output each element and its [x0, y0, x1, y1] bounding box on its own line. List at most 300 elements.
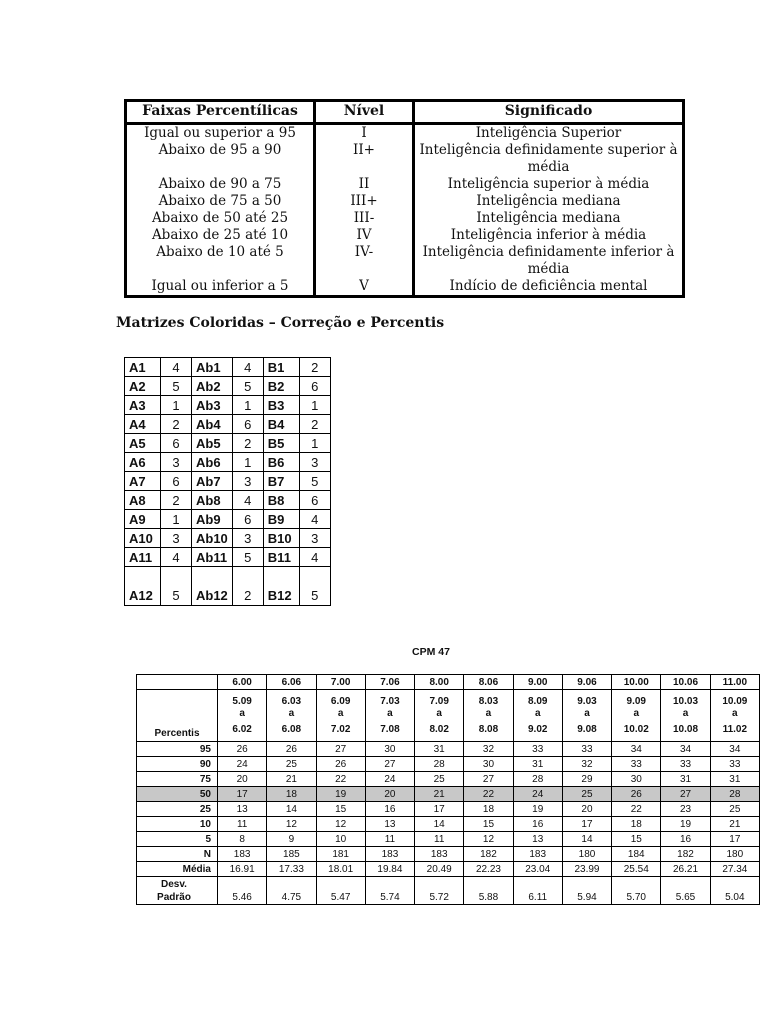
age-header: 10.06 [661, 675, 710, 690]
age-range-part: 10.09 [722, 695, 748, 707]
table-row [137, 802, 760, 817]
item-code: A7 [125, 472, 161, 491]
table-cell: 13 [513, 832, 562, 847]
table-cell: 183 [415, 847, 464, 862]
table-cell: 21 [267, 772, 316, 787]
table-cell: 26 [316, 757, 365, 772]
table-cell: 9 [267, 832, 316, 847]
table-cell: 5.88 [464, 877, 513, 905]
item-code: A2 [125, 377, 161, 396]
percentis-label: Percentis [137, 690, 218, 742]
table-cell: Inteligência definidamente superior à média [414, 142, 684, 176]
table-cell: 28 [415, 757, 464, 772]
row-label: N [137, 847, 218, 862]
table-cell: 33 [710, 757, 759, 772]
item-answer: 1 [232, 396, 263, 415]
table-row [137, 742, 760, 757]
item-code: A1 [125, 358, 161, 377]
item-code: A4 [125, 415, 161, 434]
age-header: 9.00 [513, 675, 562, 690]
item-code: B5 [263, 434, 299, 453]
table-row [126, 210, 684, 227]
age-header: 8.00 [415, 675, 464, 690]
item-code: B4 [263, 415, 299, 434]
item-answer: 1 [299, 396, 330, 415]
table-row [126, 244, 684, 278]
table-cell: 182 [661, 847, 710, 862]
item-code: Ab6 [192, 453, 233, 472]
age-range [513, 690, 562, 742]
row-label: Média [137, 862, 218, 877]
item-code: Ab11 [192, 548, 233, 567]
age-range-part: 10.08 [673, 723, 699, 735]
table-cell: 5.47 [316, 877, 365, 905]
table-cell: 20 [365, 787, 414, 802]
table-cell: 15 [464, 817, 513, 832]
age-header: 6.00 [218, 675, 267, 690]
item-code: Ab1 [192, 358, 233, 377]
item-code: A5 [125, 434, 161, 453]
table-cell: 184 [612, 847, 661, 862]
age-header: 7.00 [316, 675, 365, 690]
table-cell: 18 [267, 787, 316, 802]
table-cell: 17 [218, 787, 267, 802]
table-cell: 21 [415, 787, 464, 802]
item-code: Ab10 [192, 529, 233, 548]
table-cell: 27 [365, 757, 414, 772]
item-code: Ab2 [192, 377, 233, 396]
age-range-part: 6.02 [232, 723, 252, 735]
table-cell: 21 [710, 817, 759, 832]
row-label-part: Padrão [157, 892, 191, 903]
item-answer: 3 [299, 453, 330, 472]
table-cell: 22 [464, 787, 513, 802]
table-cell: 5.46 [218, 877, 267, 905]
table-cell: 8 [218, 832, 267, 847]
table-cell: 19 [661, 817, 710, 832]
table-cell: 5.65 [661, 877, 710, 905]
item-answer: 4 [299, 510, 330, 529]
age-range [612, 690, 661, 742]
table-cell: 5.04 [710, 877, 759, 905]
table-cell: 22.23 [464, 862, 513, 877]
table-row [125, 472, 331, 491]
age-range-part: 6.09 [330, 695, 351, 707]
table-cell: 27 [464, 772, 513, 787]
item-answer: 6 [232, 510, 263, 529]
item-answer: 5 [161, 567, 192, 606]
item-answer: 4 [232, 358, 263, 377]
item-answer: 5 [232, 377, 263, 396]
age-range-part: 7.02 [330, 723, 351, 735]
item-code: Ab8 [192, 491, 233, 510]
table-cell: 27 [316, 742, 365, 757]
age-header-row [137, 675, 760, 690]
age-range-part: 8.08 [478, 723, 499, 735]
table-cell: 17.33 [267, 862, 316, 877]
percentile-levels-table [124, 99, 685, 298]
table-cell: 24 [218, 757, 267, 772]
table-row [137, 757, 760, 772]
table-cell: 25.54 [612, 862, 661, 877]
table-cell: II [315, 176, 414, 193]
table-row [125, 434, 331, 453]
table-cell: 31 [710, 772, 759, 787]
table-cell: IV [315, 227, 414, 244]
age-range [710, 690, 759, 742]
section-title: Matrizes Coloridas – Correção e Percentis [116, 315, 445, 331]
table-cell: 6.11 [513, 877, 562, 905]
table-cell: 33 [513, 742, 562, 757]
table-cell: 180 [710, 847, 759, 862]
table-cell: I [315, 124, 414, 143]
table-cell: 34 [661, 742, 710, 757]
table-cell: 5.72 [415, 877, 464, 905]
age-range-part: 8.02 [429, 723, 449, 735]
table-cell: 33 [661, 757, 710, 772]
item-answer: 3 [161, 529, 192, 548]
table-cell: 26 [218, 742, 267, 757]
table-cell: Abaixo de 10 até 5 [156, 244, 284, 260]
column-header: Nível [315, 101, 414, 124]
table-row [125, 491, 331, 510]
table-row [137, 772, 760, 787]
table-cell: Igual ou inferior a 5 [151, 278, 289, 294]
table-row [125, 377, 331, 396]
age-header: 9.06 [562, 675, 611, 690]
age-range [562, 690, 611, 742]
table-row [125, 358, 331, 377]
table-cell: 4.75 [267, 877, 316, 905]
item-code: Ab4 [192, 415, 233, 434]
table-cell: 25 [710, 802, 759, 817]
table-cell: 10 [316, 832, 365, 847]
item-code: A3 [125, 396, 161, 415]
item-code: A9 [125, 510, 161, 529]
table-cell: Igual ou superior a 95 [144, 125, 296, 141]
item-answer: 4 [299, 548, 330, 567]
column-header: Significado [414, 101, 684, 124]
table-cell: 16 [365, 802, 414, 817]
table-row [126, 278, 684, 297]
age-header: 11.00 [710, 675, 759, 690]
item-code: Ab7 [192, 472, 233, 491]
item-code: B10 [263, 529, 299, 548]
row-label: 95 [137, 742, 218, 757]
table-row [125, 529, 331, 548]
item-code: B9 [263, 510, 299, 529]
item-code: Ab12 [192, 567, 233, 606]
table-cell: 33 [612, 757, 661, 772]
table-cell: 17 [710, 832, 759, 847]
item-answer: 5 [232, 548, 263, 567]
item-answer: 4 [161, 358, 192, 377]
table-cell: 32 [464, 742, 513, 757]
table-cell: Abaixo de 95 a 90 [158, 142, 282, 158]
age-range-part: 7.09 [429, 695, 449, 707]
table-cell: III+ [315, 193, 414, 210]
table-cell: 19.84 [365, 862, 414, 877]
item-code: B12 [263, 567, 299, 606]
age-header: 10.00 [612, 675, 661, 690]
age-range-row [137, 690, 760, 742]
item-answer: 4 [161, 548, 192, 567]
age-range-part: 9.02 [527, 723, 548, 735]
empty-cell [137, 675, 218, 690]
column-header: Faixas Percentílicas [126, 101, 315, 124]
table-cell: 180 [562, 847, 611, 862]
item-code: B3 [263, 396, 299, 415]
table-cell: Inteligência Superior [414, 124, 684, 143]
row-label: 50 [137, 787, 218, 802]
table-cell: 14 [562, 832, 611, 847]
table-cell: 17 [562, 817, 611, 832]
item-answer: 2 [161, 491, 192, 510]
table-cell: 34 [612, 742, 661, 757]
item-answer: 6 [232, 415, 263, 434]
table-cell: 12 [316, 817, 365, 832]
table-cell: 31 [661, 772, 710, 787]
table-row [137, 847, 760, 862]
table-cell: 18 [464, 802, 513, 817]
item-code: B1 [263, 358, 299, 377]
table-row [137, 877, 760, 905]
table-cell: 15 [612, 832, 661, 847]
table-cell: Inteligência inferior à média [414, 227, 684, 244]
table-cell: 18 [612, 817, 661, 832]
table-cell: Abaixo de 75 a 50 [158, 193, 282, 209]
age-range-part: a [485, 707, 492, 719]
table-cell: Abaixo de 90 a 75 [158, 176, 282, 192]
table-cell: 25 [415, 772, 464, 787]
age-range-part: 8.09 [527, 695, 548, 707]
table-cell: 11 [218, 817, 267, 832]
table-cell: 16.91 [218, 862, 267, 877]
table-cell: 17 [415, 802, 464, 817]
table-row [125, 567, 331, 606]
item-code: A10 [125, 529, 161, 548]
table-cell: 16 [661, 832, 710, 847]
table-cell: 30 [464, 757, 513, 772]
table-cell: 29 [562, 772, 611, 787]
age-header: 8.06 [464, 675, 513, 690]
table-cell: 13 [365, 817, 414, 832]
item-answer: 3 [161, 453, 192, 472]
age-range-part: 7.08 [380, 723, 400, 735]
table-cell: 183 [218, 847, 267, 862]
table-cell: 16 [513, 817, 562, 832]
age-range-part: 7.03 [380, 695, 400, 707]
table-cell: 23.99 [562, 862, 611, 877]
age-header: 7.06 [365, 675, 414, 690]
table-cell: 12 [267, 817, 316, 832]
row-label [137, 877, 218, 905]
age-range-part: 10.03 [673, 695, 699, 707]
table-cell: 32 [562, 757, 611, 772]
table-cell: 26.21 [661, 862, 710, 877]
item-answer: 1 [161, 396, 192, 415]
row-label: 90 [137, 757, 218, 772]
age-range-part: 10.02 [623, 723, 649, 735]
item-answer: 2 [299, 415, 330, 434]
table-cell: V [315, 278, 414, 297]
item-answer: 1 [232, 453, 263, 472]
row-label: 75 [137, 772, 218, 787]
table-cell: 30 [612, 772, 661, 787]
table-cell: 20 [562, 802, 611, 817]
table-row [137, 787, 760, 802]
table-cell: 30 [365, 742, 414, 757]
item-answer: 2 [299, 358, 330, 377]
age-range-part: a [682, 707, 689, 719]
table-cell: Abaixo de 50 até 25 [151, 210, 289, 226]
table-row [137, 817, 760, 832]
age-range-part: 5.09 [232, 695, 252, 707]
item-code: B8 [263, 491, 299, 510]
age-range-part: 6.03 [281, 695, 302, 707]
item-answer: 3 [232, 529, 263, 548]
table-cell: 13 [218, 802, 267, 817]
table-cell: 26 [612, 787, 661, 802]
age-range-part: a [288, 707, 295, 719]
row-label: 25 [137, 802, 218, 817]
table-cell: 14 [267, 802, 316, 817]
age-range-part: a [337, 707, 344, 719]
table-cell: 11 [365, 832, 414, 847]
item-code: Ab3 [192, 396, 233, 415]
row-label: 5 [137, 832, 218, 847]
table-cell: II+ [315, 142, 414, 176]
age-range-part: a [732, 707, 738, 719]
answer-key-table [124, 357, 331, 606]
item-answer: 2 [161, 415, 192, 434]
age-range-part: a [633, 707, 640, 719]
item-answer: 2 [232, 434, 263, 453]
table-cell: 24 [365, 772, 414, 787]
table-row [125, 396, 331, 415]
table-cell: 24 [513, 787, 562, 802]
table-cell: 27.34 [710, 862, 759, 877]
item-answer: 3 [232, 472, 263, 491]
age-range-part: a [387, 707, 393, 719]
table-cell: 185 [267, 847, 316, 862]
table-cell: 183 [365, 847, 414, 862]
item-code: B11 [263, 548, 299, 567]
age-range [365, 690, 414, 742]
table-cell: 19 [316, 787, 365, 802]
table-cell: 20 [218, 772, 267, 787]
item-answer: 4 [232, 491, 263, 510]
age-range-part: 9.09 [626, 695, 646, 707]
item-answer: 6 [161, 472, 192, 491]
table-cell: 19 [513, 802, 562, 817]
table-row [137, 862, 760, 877]
table-row [125, 548, 331, 567]
item-code: B7 [263, 472, 299, 491]
item-code: B2 [263, 377, 299, 396]
age-range [661, 690, 710, 742]
table-row [126, 227, 684, 244]
table-row [126, 193, 684, 210]
table-header-row [126, 101, 684, 124]
item-answer: 1 [161, 510, 192, 529]
age-range [267, 690, 316, 742]
age-range [415, 690, 464, 742]
table-row [137, 832, 760, 847]
table-cell: 27 [661, 787, 710, 802]
item-answer: 5 [299, 472, 330, 491]
age-header: 6.06 [267, 675, 316, 690]
table-cell: 18.01 [316, 862, 365, 877]
table-cell: Inteligência definidamente inferior à média [414, 244, 684, 278]
item-code: Ab9 [192, 510, 233, 529]
table-row [126, 176, 684, 193]
item-answer: 3 [299, 529, 330, 548]
table-cell: 22 [612, 802, 661, 817]
table-cell: 5.74 [365, 877, 414, 905]
row-label-part: Desv. [161, 879, 187, 890]
table-cell: 20.49 [415, 862, 464, 877]
table-cell: IV- [315, 244, 414, 278]
table-cell: 183 [513, 847, 562, 862]
table-cell: Inteligência superior à média [414, 176, 684, 193]
table-cell: Inteligência mediana [414, 210, 684, 227]
age-range-part: a [436, 707, 442, 719]
item-answer: 5 [299, 567, 330, 606]
table-cell: 23.04 [513, 862, 562, 877]
table-cell: 15 [316, 802, 365, 817]
table-cell: 181 [316, 847, 365, 862]
table-cell: 5.70 [612, 877, 661, 905]
item-answer: 6 [161, 434, 192, 453]
age-range-part: 9.08 [577, 723, 597, 735]
table-row [126, 124, 684, 143]
table-cell: 31 [415, 742, 464, 757]
table-cell: 28 [513, 772, 562, 787]
item-answer: 6 [299, 491, 330, 510]
item-code: A12 [125, 567, 161, 606]
table-row [126, 142, 684, 176]
table-row [125, 453, 331, 472]
table-cell: 14 [415, 817, 464, 832]
item-code: A8 [125, 491, 161, 510]
age-range-part: 8.03 [478, 695, 499, 707]
cpm-title: CPM 47 [412, 646, 450, 658]
table-cell: 12 [464, 832, 513, 847]
item-code: A11 [125, 548, 161, 567]
cpm-percentile-table [136, 674, 760, 905]
table-cell: 31 [513, 757, 562, 772]
table-row [125, 415, 331, 434]
table-cell: 23 [661, 802, 710, 817]
table-cell: 11 [415, 832, 464, 847]
item-answer: 6 [299, 377, 330, 396]
table-cell: 22 [316, 772, 365, 787]
age-range-part: a [534, 707, 541, 719]
item-code: Ab5 [192, 434, 233, 453]
item-code: B6 [263, 453, 299, 472]
item-answer: 5 [161, 377, 192, 396]
table-cell: 34 [710, 742, 759, 757]
item-answer: 2 [232, 567, 263, 606]
age-range [218, 690, 267, 742]
age-range-part: 9.03 [577, 695, 597, 707]
table-cell: 182 [464, 847, 513, 862]
table-cell: Indício de deficiência mental [414, 278, 684, 297]
age-range [316, 690, 365, 742]
table-cell: 5.94 [562, 877, 611, 905]
age-range-part: 11.02 [722, 723, 748, 735]
